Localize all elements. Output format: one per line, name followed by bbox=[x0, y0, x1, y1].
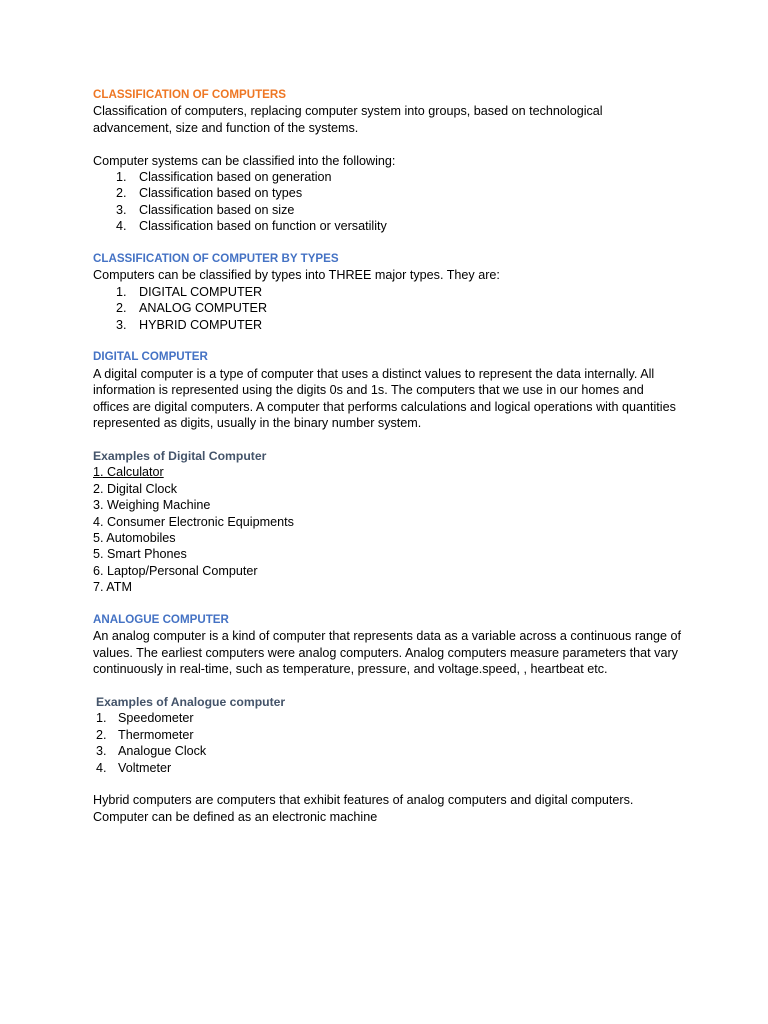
list-item: 1. DIGITAL COMPUTER bbox=[116, 284, 263, 299]
list-item: 3. Analogue Clock bbox=[96, 744, 207, 759]
list-item: 3. Classification based on size bbox=[116, 202, 295, 217]
by-types-heading: CLASSIFICATION OF COMPUTER BY TYPES bbox=[93, 252, 339, 266]
list-item: 1. Classification based on generation bbox=[116, 170, 332, 185]
list-item: 6. Laptop/Personal Computer bbox=[93, 563, 258, 578]
hybrid-description: Hybrid computers are computers that exhibit features of analog computers and digital computers. Computer can be defined as an electronic machine bbox=[93, 793, 634, 824]
list-item: 2. ANALOG COMPUTER bbox=[116, 301, 268, 316]
list-item: 1. Calculator bbox=[93, 465, 164, 480]
list-item: 7. ATM bbox=[93, 580, 132, 595]
classified-into-text: Computer systems can be classified into the following: bbox=[93, 153, 396, 168]
classification-list bbox=[93, 169, 683, 235]
analogue-examples-list bbox=[93, 710, 683, 776]
document-title: CLASSIFICATION OF COMPUTERS bbox=[93, 88, 287, 101]
intro-paragraph: Classification of computers, replacing computer system into groups, based on technological advancement, size and function of the systems. bbox=[93, 104, 603, 135]
list-item: 2. Digital Clock bbox=[93, 481, 177, 496]
analogue-heading: ANALOGUE COMPUTER bbox=[93, 612, 229, 626]
list-item: 4. Voltmeter bbox=[96, 760, 172, 775]
list-item: 2. Thermometer bbox=[96, 727, 194, 742]
by-types-intro: Computers can be classified by types into THREE major types. They are: bbox=[93, 268, 500, 283]
analogue-examples-heading: Examples of Analogue computer bbox=[96, 694, 286, 709]
digital-examples-heading: Examples of Digital Computer bbox=[93, 448, 267, 463]
list-item: 1. Speedometer bbox=[96, 711, 194, 726]
document-page bbox=[93, 87, 683, 825]
list-item: 5. Automobiles bbox=[93, 530, 176, 545]
types-list bbox=[93, 284, 683, 333]
digital-examples-list bbox=[93, 464, 683, 595]
list-item: 2. Classification based on types bbox=[116, 186, 303, 201]
list-item: 3. HYBRID COMPUTER bbox=[116, 317, 263, 332]
digital-heading: DIGITAL COMPUTER bbox=[93, 350, 208, 364]
analogue-description: An analog computer is a kind of computer that represents data as a variable across a continuous range of values. The earliest computers were analog computers. Analog computers measure parameters that vary continuously in real-time, such as temperature, pressure, and voltage.speed, , heartbeat etc. bbox=[93, 629, 682, 677]
list-item: 4. Classification based on function or versatility bbox=[116, 219, 387, 234]
list-item: 4. Consumer Electronic Equipments bbox=[93, 514, 294, 529]
list-item: 5. Smart Phones bbox=[93, 547, 187, 562]
list-item: 3. Weighing Machine bbox=[93, 498, 211, 513]
digital-description: A digital computer is a type of computer that uses a distinct values to represent the data internally. All information is represented using the digits 0s and 1s. The computers that we use in our homes and offices are digital computers. A computer that performs calculations and logical operations with quantities represented as digits, usually in the binary number system. bbox=[93, 366, 676, 431]
